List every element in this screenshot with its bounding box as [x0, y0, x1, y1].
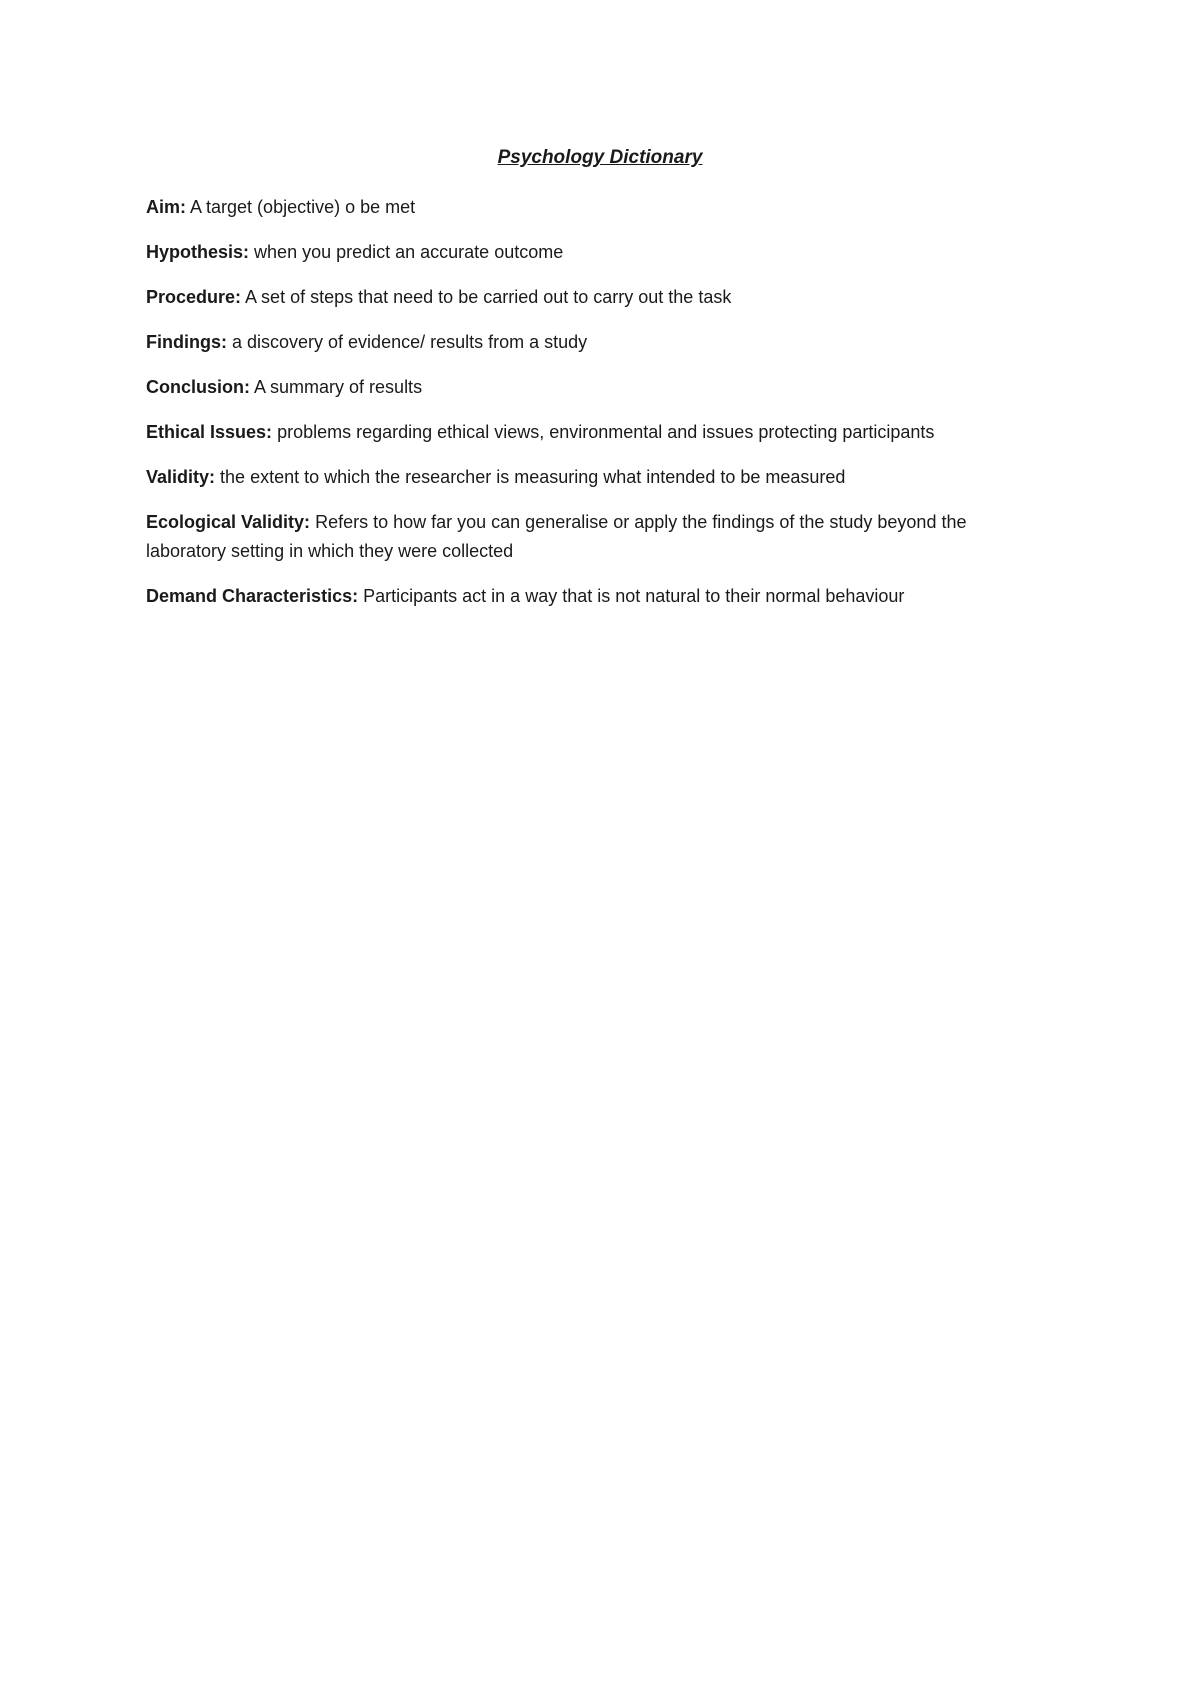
definition-entry-demand-characteristics [146, 582, 1046, 611]
definition-text: A set of steps that need to be carried out to carry out the task [245, 287, 732, 307]
definition-text: A summary of results [254, 377, 423, 397]
definition-entry-procedure [146, 283, 1046, 312]
definition-term: Conclusion: [146, 377, 250, 397]
definition-entry-conclusion [146, 373, 1046, 402]
definition-text: Participants act in a way that is not natural to their normal behaviour [363, 586, 905, 606]
definition-text: the extent to which the researcher is measuring what intended to be measured [220, 467, 846, 487]
definition-text: Refers to how far you can generalise or apply the findings of the study beyond the laboratory setting in which they were collected [146, 512, 967, 561]
definition-term: Validity: [146, 467, 216, 487]
definition-text: when you predict an accurate outcome [254, 242, 564, 262]
definition-text: problems regarding ethical views, environmental and issues protecting participants [277, 422, 935, 442]
definition-term: Ecological Validity: [146, 512, 311, 532]
definition-entry-hypothesis [146, 238, 1046, 267]
definition-entry-aim [146, 193, 1046, 222]
definition-term: Hypothesis: [146, 242, 250, 262]
definition-term: Ethical Issues: [146, 422, 273, 442]
definition-term: Findings: [146, 332, 227, 352]
definition-term: Demand Characteristics: [146, 586, 359, 606]
definition-entry-findings [146, 328, 1046, 357]
definition-term: Aim: [146, 197, 186, 217]
definition-text: a discovery of evidence/ results from a study [232, 332, 588, 352]
definition-entry-ethical-issues [146, 418, 1046, 447]
document-title: Psychology Dictionary [497, 147, 703, 168]
definition-term: Procedure: [146, 287, 242, 307]
definition-entry-ecological-validity [146, 508, 1046, 566]
definition-entry-validity [146, 463, 1046, 492]
definition-text: A target (objective) o be met [190, 197, 416, 217]
definition-list [146, 193, 1046, 627]
